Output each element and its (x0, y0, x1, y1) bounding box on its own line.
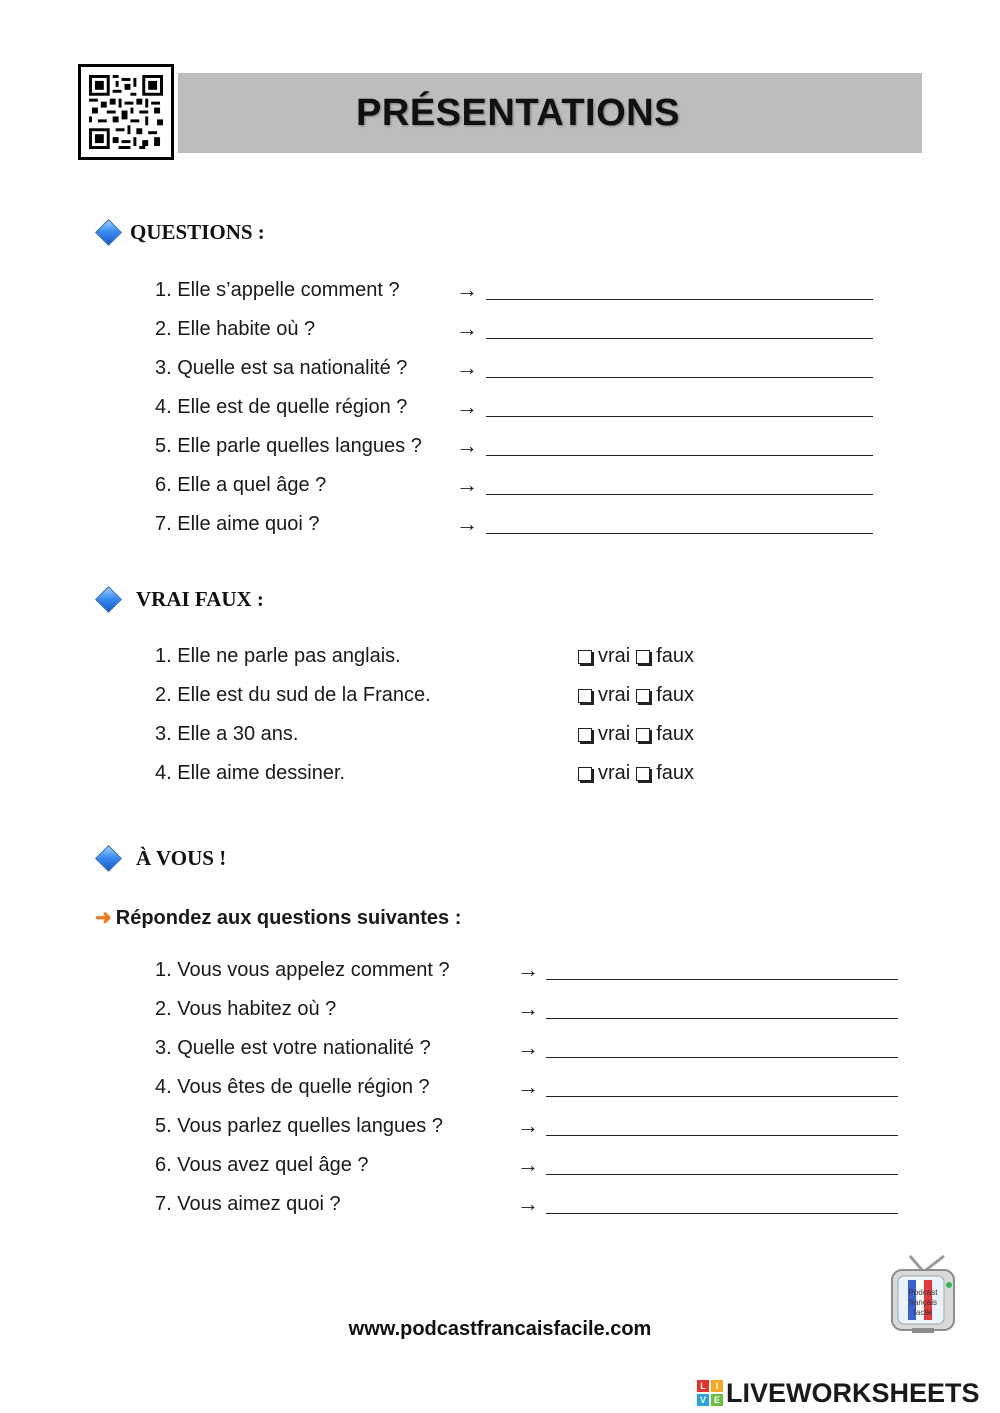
answer-input[interactable] (546, 955, 902, 979)
vrai-label: vrai (598, 645, 631, 667)
section-label: VRAI FAUX : (136, 587, 264, 611)
arrow-icon: → (517, 996, 539, 1021)
vrai-option[interactable] (578, 684, 630, 707)
faux-option[interactable] (636, 723, 694, 746)
answer-line (546, 1135, 898, 1136)
arrow-icon: → (456, 433, 478, 458)
website-url[interactable]: www.podcastfrancaisfacile.com (348, 1318, 652, 1340)
checkbox-icon[interactable] (578, 689, 592, 703)
question-row (0, 474, 1000, 504)
statement-text: 4. Elle aime dessiner. (155, 762, 346, 784)
page-title: PRÉSENTATIONS (356, 92, 680, 134)
vrai-option[interactable] (578, 762, 630, 785)
vrai-faux-options (578, 762, 700, 785)
answer-input[interactable] (486, 470, 877, 494)
section-label: À VOUS ! (136, 846, 227, 870)
answer-input[interactable] (546, 994, 902, 1018)
vrai-label: vrai (598, 762, 631, 784)
arrow-icon: → (517, 1152, 539, 1177)
question-row (0, 1115, 1000, 1145)
question-text: 7. Elle aime quoi ? (155, 513, 320, 535)
vrai-label: vrai (598, 723, 631, 745)
question-text: 3. Quelle est sa nationalité ? (155, 357, 408, 379)
question-row (0, 357, 1000, 387)
question-row (0, 998, 1000, 1028)
question-text: 3. Quelle est votre nationalité ? (155, 1037, 431, 1059)
arrow-icon: → (517, 957, 539, 982)
question-text: 6. Elle a quel âge ? (155, 474, 327, 496)
logo-letter-v: V (697, 1394, 709, 1406)
faux-label: faux (656, 645, 695, 667)
question-row (0, 435, 1000, 465)
question-text: 7. Vous aimez quoi ? (155, 1193, 341, 1215)
qr-code-pattern (89, 75, 163, 149)
vrai-faux-row (0, 645, 1000, 675)
answer-line (546, 1096, 898, 1097)
question-row (0, 279, 1000, 309)
answer-line (486, 494, 873, 495)
question-text: 2. Elle habite où ? (155, 318, 316, 340)
faux-label: faux (656, 723, 695, 745)
checkbox-icon[interactable] (578, 728, 592, 742)
answer-line (486, 416, 873, 417)
arrow-icon: → (517, 1035, 539, 1060)
faux-label: faux (656, 762, 695, 784)
section-heading-vrai-faux (95, 587, 264, 612)
faux-option[interactable] (636, 684, 694, 707)
answer-line (486, 377, 873, 378)
answer-input[interactable] (486, 353, 877, 377)
tv-logo-text: Podcast français facile (908, 1288, 938, 1317)
vrai-faux-row (0, 762, 1000, 792)
question-row (0, 318, 1000, 348)
arrow-icon: → (517, 1191, 539, 1216)
checkbox-icon[interactable] (636, 650, 650, 664)
answer-line (486, 338, 873, 339)
checkbox-icon[interactable] (636, 767, 650, 781)
answer-input[interactable] (546, 1189, 902, 1213)
logo-letter-e: E (711, 1394, 723, 1406)
faux-option[interactable] (636, 762, 694, 785)
liveworksheets-logo (697, 1378, 980, 1408)
vrai-faux-options (578, 723, 700, 746)
vrai-faux-row (0, 684, 1000, 714)
question-row (0, 959, 1000, 989)
blue-diamond-icon (95, 845, 122, 872)
answer-input[interactable] (486, 509, 877, 533)
answer-line (546, 1213, 898, 1214)
faux-option[interactable] (636, 645, 694, 668)
blue-diamond-icon (95, 586, 122, 613)
question-row (0, 1193, 1000, 1223)
question-row (0, 396, 1000, 426)
orange-arrow-icon: ➜ (95, 907, 112, 929)
question-text: 6. Vous avez quel âge ? (155, 1154, 369, 1176)
question-text: 1. Vous vous appelez comment ? (155, 959, 450, 981)
arrow-icon: → (456, 394, 478, 419)
answer-line (486, 533, 873, 534)
answer-line (546, 1174, 898, 1175)
answer-line (546, 979, 898, 980)
vrai-label: vrai (598, 684, 631, 706)
vrai-option[interactable] (578, 645, 630, 668)
arrow-icon: → (517, 1074, 539, 1099)
answer-input[interactable] (486, 275, 877, 299)
answer-input[interactable] (546, 1111, 902, 1135)
checkbox-icon[interactable] (636, 728, 650, 742)
question-row (0, 1037, 1000, 1067)
answer-line (486, 455, 873, 456)
question-text: 5. Vous parlez quelles langues ? (155, 1115, 443, 1137)
question-row (0, 1076, 1000, 1106)
vrai-faux-row (0, 723, 1000, 753)
arrow-icon: → (456, 472, 478, 497)
section-heading-a-vous (95, 846, 226, 871)
instruction (95, 905, 461, 930)
logo-letter-i: I (711, 1380, 723, 1392)
section-label: QUESTIONS : (130, 220, 265, 244)
section-heading-questions (95, 220, 265, 245)
answer-input[interactable] (486, 392, 877, 416)
question-text: 4. Elle est de quelle région ? (155, 396, 408, 418)
answer-input[interactable] (486, 431, 877, 455)
liveworksheets-logo-grid-icon (697, 1380, 723, 1406)
arrow-icon: → (456, 511, 478, 536)
faux-label: faux (656, 684, 695, 706)
question-text: 1. Elle s’appelle comment ? (155, 279, 400, 301)
answer-line (486, 299, 873, 300)
statement-text: 1. Elle ne parle pas anglais. (155, 645, 401, 667)
vrai-faux-options (578, 645, 700, 668)
statement-text: 3. Elle a 30 ans. (155, 723, 299, 745)
liveworksheets-text: LIVEWORKSHEETS (726, 1378, 980, 1408)
question-text: 2. Vous habitez où ? (155, 998, 337, 1020)
checkbox-icon[interactable] (636, 689, 650, 703)
answer-line (546, 1018, 898, 1019)
vrai-faux-options (578, 684, 700, 707)
arrow-icon: → (456, 277, 478, 302)
answer-input[interactable] (546, 1033, 902, 1057)
vrai-option[interactable] (578, 723, 630, 746)
logo-letter-l: L (697, 1380, 709, 1392)
arrow-icon: → (517, 1113, 539, 1138)
statement-text: 2. Elle est du sud de la France. (155, 684, 431, 706)
arrow-icon: → (456, 355, 478, 380)
question-text: 4. Vous êtes de quelle région ? (155, 1076, 430, 1098)
answer-input[interactable] (546, 1072, 902, 1096)
checkbox-icon[interactable] (578, 650, 592, 664)
checkbox-icon[interactable] (578, 767, 592, 781)
answer-line (546, 1057, 898, 1058)
question-row (0, 513, 1000, 543)
instruction-text: Répondez aux questions suivantes : (115, 907, 462, 929)
answer-input[interactable] (486, 314, 877, 338)
arrow-icon: → (456, 316, 478, 341)
question-text: 5. Elle parle quelles langues ? (155, 435, 422, 457)
qr-code (78, 64, 174, 160)
question-row (0, 1154, 1000, 1184)
answer-input[interactable] (546, 1150, 902, 1174)
blue-diamond-icon (95, 219, 122, 246)
